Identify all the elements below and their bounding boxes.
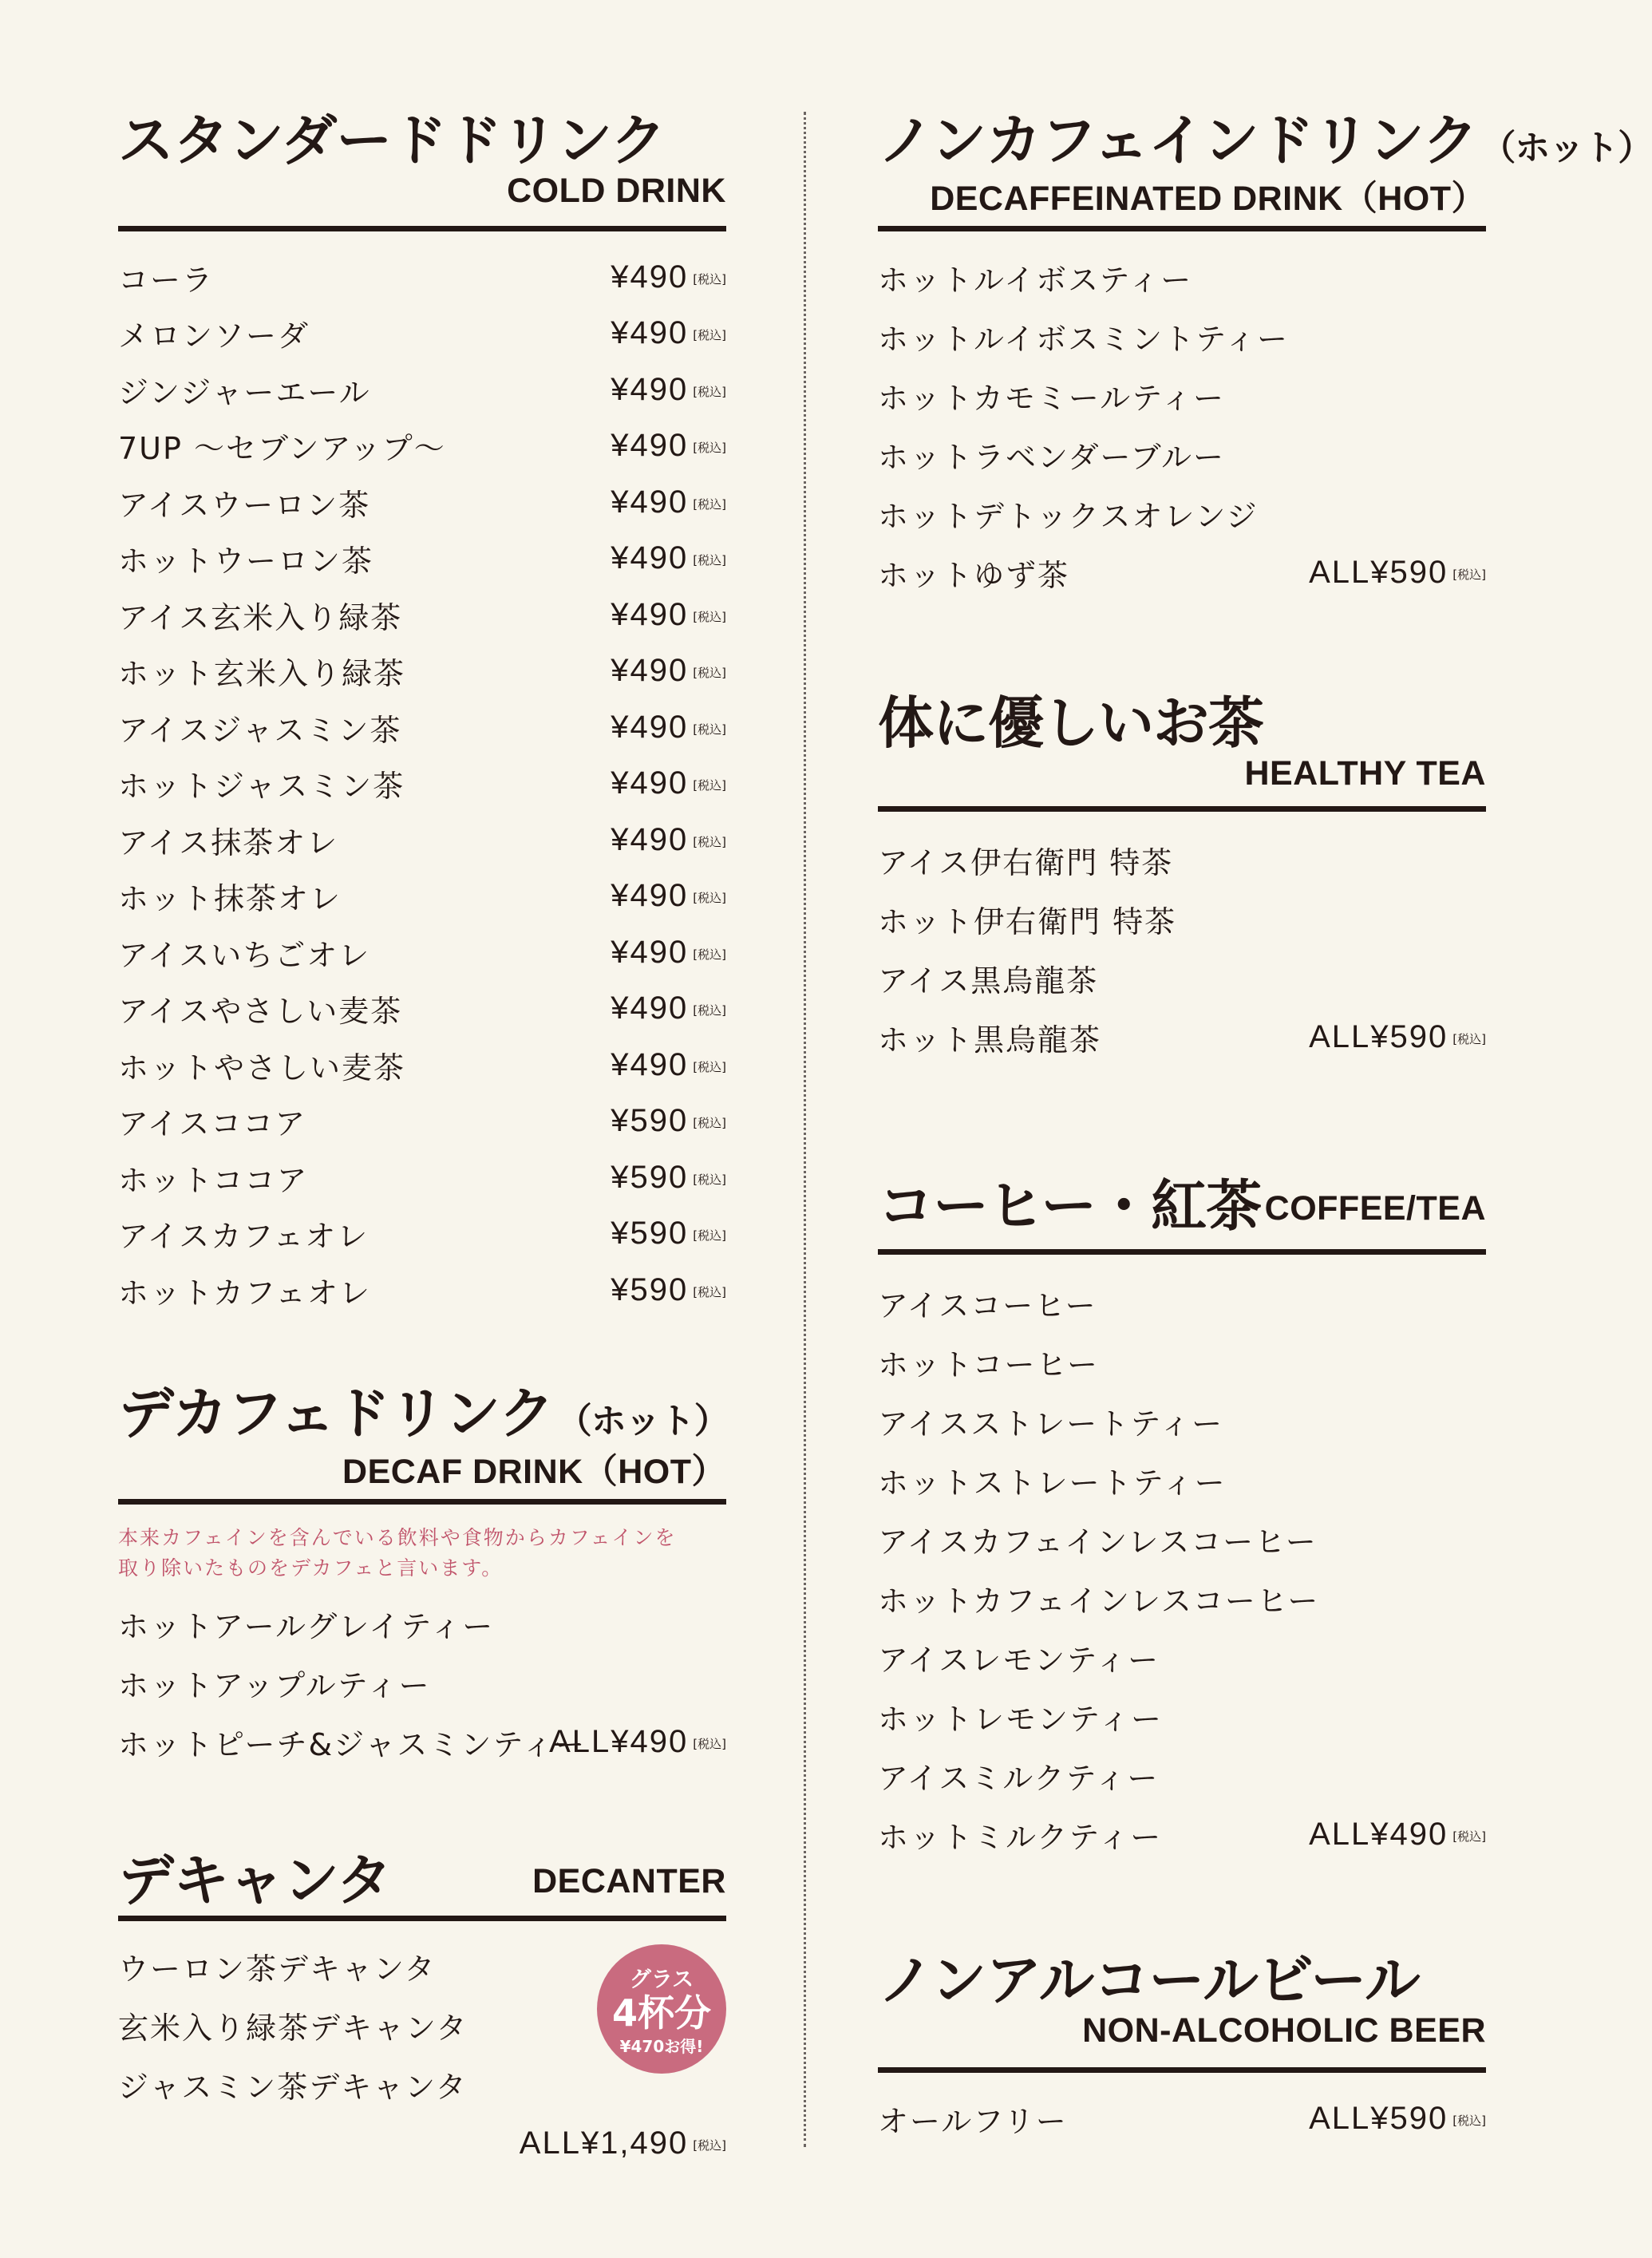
menu-item xyxy=(118,924,726,981)
tax-included-label: [税込] xyxy=(693,722,726,737)
menu-item xyxy=(118,1262,726,1319)
menu-item-price xyxy=(611,1103,726,1139)
tax-included-label: [税込] xyxy=(693,1228,726,1244)
menu-item-name: 7UP ～セブンアップ～ xyxy=(118,431,446,467)
tax-included-label: [税込] xyxy=(693,834,726,849)
price-value: ¥590 xyxy=(611,1103,689,1139)
section-rule xyxy=(878,1249,1486,1255)
menu-item-price xyxy=(611,597,726,633)
menu-item-name: ホットカモミールティー xyxy=(878,380,1226,416)
all-price xyxy=(1309,1019,1486,1055)
tax-included-label: [税込] xyxy=(1452,1829,1486,1844)
section-title-jp-main: デカフェドリンク xyxy=(118,1381,554,1446)
section-title-en: COFFEE/TEA xyxy=(1264,1189,1486,1228)
tax-included-label: [税込] xyxy=(693,271,726,287)
menu-item-name: アイスジャスミン茶 xyxy=(118,712,402,748)
menu-item-price xyxy=(611,315,726,351)
all-price xyxy=(1309,1817,1486,1853)
menu-item-price xyxy=(611,935,726,971)
menu-item-name: ホットコーヒー xyxy=(878,1346,1099,1382)
menu-item xyxy=(878,1450,1486,1509)
section-title-en: DECAFFEINATED DRINK（HOT） xyxy=(930,180,1486,218)
section-rule xyxy=(118,1499,726,1505)
menu-item xyxy=(878,1509,1486,1568)
menu-item-name: ホットアールグレイティー xyxy=(118,1608,495,1644)
tax-included-label: [税込] xyxy=(693,328,726,343)
menu-item-price xyxy=(611,765,726,801)
menu-item-price xyxy=(611,259,726,295)
menu-item-name: アイスストレートティー xyxy=(878,1406,1224,1441)
section-title-en: COLD DRINK xyxy=(507,172,726,210)
tax-included-label: [税込] xyxy=(693,666,726,681)
menu-item-price xyxy=(611,1272,726,1308)
price-value: ¥490 xyxy=(611,428,689,464)
section-title-jp xyxy=(878,96,1652,176)
decaf-note-line: 本来カフェインを含んでいる飲料や食物からカフェインを xyxy=(118,1526,677,1549)
price-value: ¥490 xyxy=(611,596,689,632)
menu-item-name: ホットラベンダーブルー xyxy=(878,439,1226,475)
menu-item-price xyxy=(611,822,726,858)
all-price xyxy=(1309,2101,1486,2137)
section-title-jp: ノンアルコールビール xyxy=(878,1948,1420,2013)
menu-item xyxy=(878,306,1486,366)
section-rule xyxy=(878,806,1486,812)
tax-included-label: [税込] xyxy=(1452,2113,1486,2128)
menu-list xyxy=(878,830,1486,1066)
menu-item-name: ホット抹茶オレ xyxy=(118,881,342,917)
menu-item-name: コーラ xyxy=(118,262,215,298)
menu-item-name: アイスココア xyxy=(118,1106,307,1142)
all-price xyxy=(1309,555,1486,591)
menu-item xyxy=(878,1273,1486,1332)
menu-item xyxy=(118,1653,726,1712)
all-price xyxy=(520,2126,726,2161)
menu-item-name: アイスカフェインレスコーヒー xyxy=(878,1524,1318,1560)
menu-item-name: アイスいちごオレ xyxy=(118,937,371,973)
menu-item xyxy=(118,587,726,643)
section-title-jp: 体に優しいお茶 xyxy=(878,690,1263,756)
price-value: ¥490 xyxy=(611,821,689,857)
menu-item-name: 玄米入り緑茶デキャンタ xyxy=(118,2010,468,2046)
menu-item xyxy=(118,1093,726,1150)
tax-included-label: [税込] xyxy=(693,778,726,793)
price-value: ALL¥490 xyxy=(1309,1816,1448,1852)
tax-included-label: [税込] xyxy=(1452,1031,1486,1046)
menu-item-name: ホットカフェオレ xyxy=(118,1275,371,1311)
price-value: ¥490 xyxy=(611,653,689,689)
all-price xyxy=(549,1724,726,1760)
price-value: ALL¥1,490 xyxy=(519,2125,689,2161)
menu-item xyxy=(118,1712,726,1771)
menu-item xyxy=(118,981,726,1038)
menu-item-price xyxy=(611,484,726,520)
menu-item-price-row xyxy=(118,2114,726,2173)
menu-list xyxy=(878,1273,1486,1864)
price-value: ¥590 xyxy=(611,1159,689,1195)
decaf-note-line: 取り除いたものをデカフェと言います。 xyxy=(118,1556,504,1580)
menu-item-price xyxy=(611,653,726,689)
badge-line: 4杯分 xyxy=(611,1991,711,2035)
tax-included-label: [税込] xyxy=(693,384,726,399)
menu-item xyxy=(878,1805,1486,1864)
menu-item-price xyxy=(611,372,726,408)
menu-item xyxy=(878,948,1486,1007)
section-title-jp-sub: （ホット） xyxy=(1480,128,1652,168)
menu-item-name: ホット伊右衛門 特茶 xyxy=(878,904,1177,939)
menu-item xyxy=(878,484,1486,543)
menu-item-name: ホット黒烏龍茶 xyxy=(878,1022,1102,1058)
menu-item-name: アイスカフェオレ xyxy=(118,1219,370,1255)
tax-included-label: [税込] xyxy=(693,1059,726,1074)
section-title-jp: スタンダードドリンク xyxy=(118,108,666,173)
menu-item-price xyxy=(611,540,726,576)
price-value: ¥490 xyxy=(611,878,689,914)
menu-item xyxy=(118,868,726,925)
menu-item-name: ホットゆず茶 xyxy=(878,557,1070,593)
menu-list xyxy=(118,249,726,1319)
menu-item-name: ホットルイボスティー xyxy=(878,262,1193,298)
price-value: ALL¥590 xyxy=(1309,1018,1448,1054)
menu-item-price xyxy=(611,428,726,464)
menu-item xyxy=(118,1149,726,1206)
badge-line: グラス xyxy=(629,1967,694,1992)
menu-item xyxy=(878,1568,1486,1627)
tax-included-label: [税込] xyxy=(693,891,726,906)
menu-list xyxy=(878,247,1486,602)
price-value: ALL¥590 xyxy=(1309,554,1448,590)
menu-item-name: ジャスミン茶デキャンタ xyxy=(118,2069,468,2105)
menu-item xyxy=(878,1746,1486,1805)
menu-item-name: アイスウーロン茶 xyxy=(118,487,371,523)
price-value: ALL¥490 xyxy=(549,1723,689,1759)
menu-item-name: ホット玄米入り緑茶 xyxy=(118,656,406,692)
price-value: ¥490 xyxy=(611,765,689,801)
menu-item-name: ホットやさしい麦茶 xyxy=(118,1050,406,1086)
glass-offer-badge xyxy=(597,1944,726,2074)
menu-item xyxy=(878,830,1486,889)
badge-line: ¥470お得! xyxy=(619,2037,704,2056)
price-value: ¥490 xyxy=(611,991,689,1026)
section-rule xyxy=(878,226,1486,231)
menu-item-name: ホットアップルティー xyxy=(118,1667,431,1703)
price-value: ¥590 xyxy=(611,1271,689,1307)
menu-item-name: ホットレモンティー xyxy=(878,1701,1163,1737)
column-divider xyxy=(804,112,806,2147)
menu-item-name: ホットミルクティー xyxy=(878,1819,1163,1855)
menu-item xyxy=(118,306,726,362)
menu-item-name: ホットウーロン茶 xyxy=(118,544,374,579)
menu-item xyxy=(118,418,726,475)
menu-item-price xyxy=(611,991,726,1026)
menu-item-name: アイス抹茶オレ xyxy=(118,825,339,860)
price-value: ¥490 xyxy=(611,315,689,351)
section-title-en: NON-ALCOHOLIC BEER xyxy=(1082,2011,1486,2050)
menu-item xyxy=(878,366,1486,425)
section-title-jp: コーヒー・紅茶 xyxy=(878,1173,1262,1239)
tax-included-label: [税込] xyxy=(693,1172,726,1187)
section-title-en: HEALTHY TEA xyxy=(1244,754,1486,793)
tax-included-label: [税込] xyxy=(693,441,726,456)
tax-included-label: [税込] xyxy=(693,2137,726,2153)
price-value: ¥490 xyxy=(611,371,689,407)
menu-item xyxy=(878,2089,1486,2148)
menu-item xyxy=(118,812,726,868)
menu-item-name: ホットルイボスミントティー xyxy=(878,321,1290,357)
section-title-en: DECANTER xyxy=(532,1862,726,1900)
menu-item-price xyxy=(611,710,726,745)
menu-item xyxy=(118,1206,726,1263)
menu-item-name: アイスやさしい麦茶 xyxy=(118,994,403,1030)
section-rule xyxy=(118,226,726,231)
menu-item xyxy=(118,362,726,418)
menu-item-name: アイス黒烏龍茶 xyxy=(878,963,1099,999)
price-value: ¥590 xyxy=(611,1216,689,1252)
price-value: ¥490 xyxy=(611,1046,689,1082)
menu-item-name: メロンソーダ xyxy=(118,318,310,354)
menu-list xyxy=(118,1594,726,1771)
menu-item xyxy=(118,643,726,700)
menu-item-name: アイスミルクティー xyxy=(878,1760,1160,1796)
menu-item-name: ウーロン茶デキャンタ xyxy=(118,1951,437,1987)
tax-included-label: [税込] xyxy=(693,609,726,624)
menu-item-name: ホットピーチ&ジャスミンティー xyxy=(118,1726,587,1762)
menu-item xyxy=(878,889,1486,948)
price-value: ¥490 xyxy=(611,934,689,970)
menu-item xyxy=(118,1037,726,1093)
tax-included-label: [税込] xyxy=(693,1003,726,1018)
menu-item-price xyxy=(611,1216,726,1252)
menu-item-name: ホットカフェインレスコーヒー xyxy=(878,1583,1320,1619)
menu-item-name: オールフリー xyxy=(878,2103,1068,2139)
tax-included-label: [税込] xyxy=(693,1736,726,1751)
menu-item-name: アイス玄米入り緑茶 xyxy=(118,599,403,635)
menu-item xyxy=(878,247,1486,306)
section-rule xyxy=(118,1916,726,1921)
section-title-jp-sub: （ホット） xyxy=(556,1401,729,1441)
menu-item-name: ホットココア xyxy=(118,1162,309,1198)
decaf-note xyxy=(118,1523,677,1584)
section-title-jp: デキャンタ xyxy=(118,1848,392,1913)
section-title-jp xyxy=(118,1369,729,1449)
menu-item xyxy=(878,1332,1486,1391)
menu-item xyxy=(878,1391,1486,1450)
menu-item xyxy=(118,699,726,756)
price-value: ¥490 xyxy=(611,259,689,295)
menu-item xyxy=(878,1007,1486,1066)
menu-item-price xyxy=(611,1160,726,1196)
tax-included-label: [税込] xyxy=(693,553,726,568)
price-value: ALL¥590 xyxy=(1309,2100,1448,2136)
menu-list xyxy=(878,2089,1486,2148)
menu-item-name: ホットデトックスオレンジ xyxy=(878,498,1259,534)
section-title-en: DECAF DRINK（HOT） xyxy=(342,1453,726,1491)
menu-item xyxy=(878,425,1486,484)
price-value: ¥490 xyxy=(611,540,689,576)
menu-item-name: アイスレモンティー xyxy=(878,1642,1160,1678)
menu-item-price xyxy=(611,1047,726,1083)
menu-item xyxy=(118,474,726,531)
menu-item-name: アイスコーヒー xyxy=(878,1287,1097,1323)
tax-included-label: [税込] xyxy=(693,1116,726,1131)
menu-item-name: ホットストレートティー xyxy=(878,1465,1227,1501)
menu-item xyxy=(118,531,726,587)
tax-included-label: [税込] xyxy=(693,496,726,512)
menu-item-name: アイス伊右衛門 特茶 xyxy=(878,844,1174,880)
menu-item xyxy=(878,1627,1486,1687)
tax-included-label: [税込] xyxy=(1452,567,1486,582)
tax-included-label: [税込] xyxy=(693,947,726,962)
price-value: ¥490 xyxy=(611,484,689,520)
section-rule xyxy=(878,2067,1486,2073)
menu-item-name: ホットジャスミン茶 xyxy=(118,769,405,805)
menu-item xyxy=(118,756,726,813)
menu-item xyxy=(878,543,1486,602)
menu-item-name: ジンジャーエール xyxy=(118,374,371,410)
section-title-jp-main: ノンカフェインドリンク xyxy=(878,108,1478,173)
tax-included-label: [税込] xyxy=(693,1284,726,1299)
price-value: ¥490 xyxy=(611,709,689,745)
menu-item-price xyxy=(611,878,726,914)
menu-item xyxy=(118,1594,726,1653)
menu-item xyxy=(118,249,726,306)
menu-item xyxy=(878,1687,1486,1746)
